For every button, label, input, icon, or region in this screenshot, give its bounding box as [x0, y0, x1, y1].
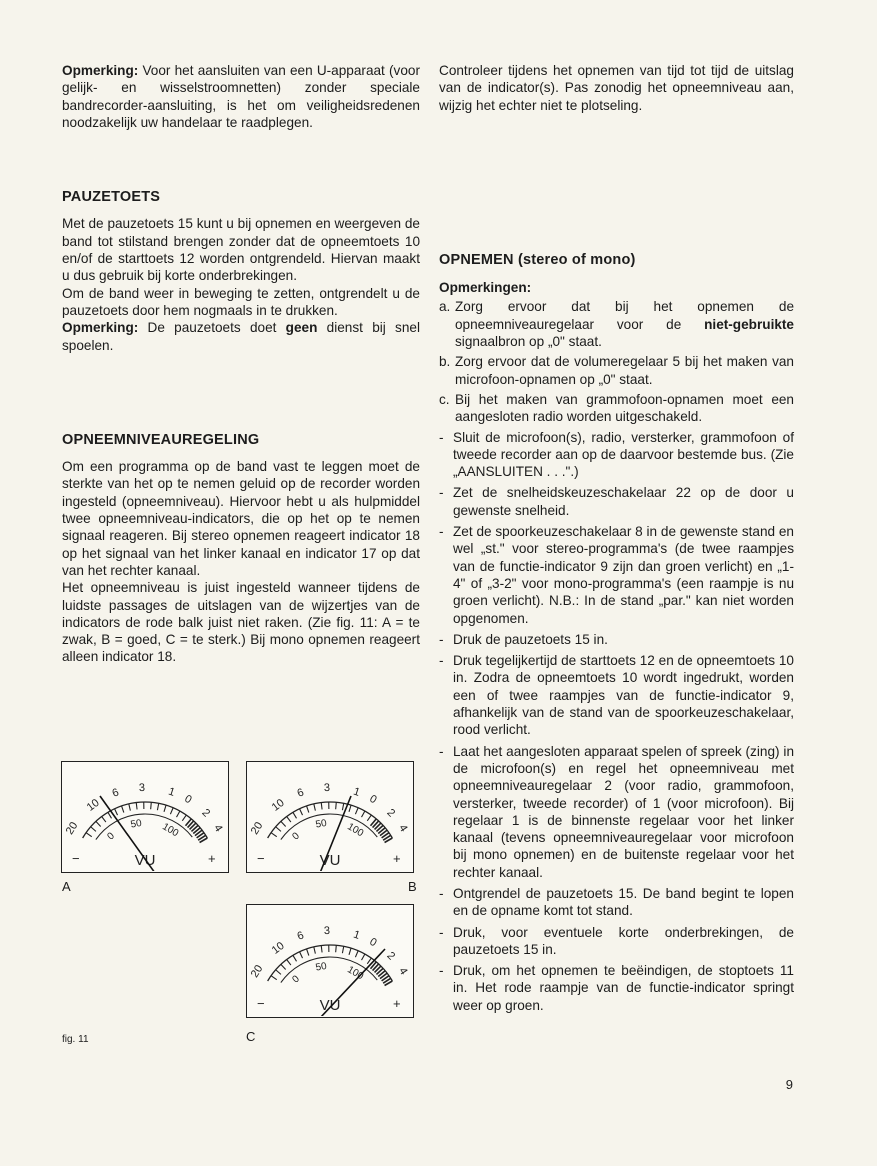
opnemen-steps	[439, 429, 794, 1015]
svg-text:20: 20	[248, 820, 266, 837]
svg-text:0: 0	[290, 830, 302, 843]
figure-label-a: A	[62, 879, 71, 894]
vu-meter-c	[246, 904, 414, 1018]
svg-text:0: 0	[367, 792, 379, 807]
step-item: - Sluit de microfoon(s), radio, versterker, grammofoon of tweede recorder aan op de daarvoor bestemde bus. (Zie „AANSLUITEN . . .".)	[439, 429, 794, 480]
svg-text:6: 6	[295, 786, 306, 800]
step-item: - Zet de spoorkeuzeschakelaar 8 in de gewenste stand en wel „st." voor stereo-programma's (de twee raampjes van de functie-indicator 9 zijn dan groen verlicht) en „1-4" of „3-2" voor mono-programma's (een raampje is nu groen verlicht). N.B.: In de stand „par." kan niet worden opgenomen.	[439, 524, 794, 626]
list-item: c. Bij het maken van grammofoon-opnamen moet een aangesloten radio worden uitgeschakeld.	[439, 391, 794, 425]
svg-text:−: −	[257, 851, 265, 866]
figure-caption: fig. 11	[62, 1034, 89, 1045]
intro-note: Opmerking: Voor het aansluiten van een U-apparaat (voor gelijk- en wisselstroomnetten) zonder speciale bandrecorder-aansluiting, is het om veiligheidsredenen noodzakelijk uw handelaar te raadplegen.	[62, 63, 420, 130]
vu-meter-b	[246, 761, 414, 873]
page-number: 9	[785, 1077, 793, 1092]
svg-text:VU: VU	[319, 852, 341, 869]
step-item: - Druk, voor eventuele korte onderbrekingen, de pauzetoets 15 in.	[439, 924, 794, 957]
pauzetoets-paragraph-1: Met de pauzetoets 15 kunt u bij opnemen en weergeven de band tot stilstand brengen zonder dat de opneemtoets 10 en/of de starttoets 12 worden ontgrendeld. Hiervan maakt u dus gebruik bij korte onderbrekingen.	[62, 216, 420, 284]
vu-meter-a	[61, 761, 229, 873]
right-intro: Controleer tijdens het opnemen van tijd tot tijd de uitslag van de indicator(s). Pas zonodig het opneemniveau aan, wijzig het echter niet te plotseling.	[439, 63, 794, 113]
svg-text:100: 100	[160, 821, 181, 840]
svg-text:−: −	[72, 851, 80, 866]
figure-label-b: B	[408, 879, 417, 894]
opmerkingen-subheading: Opmerkingen:	[439, 280, 532, 296]
svg-text:10: 10	[269, 939, 287, 957]
figure-label-c: C	[246, 1029, 256, 1044]
svg-text:2: 2	[199, 806, 213, 820]
step-item: - Druk de pauzetoets 15 in.	[439, 631, 608, 647]
pauzetoets-note: Opmerking: De pauzetoets doet geen dienst bij snel spoelen.	[62, 320, 420, 353]
svg-text:10: 10	[269, 796, 287, 814]
opnemen-heading: OPNEMEN (stereo of mono)	[439, 251, 636, 268]
opmerkingen-list	[439, 298, 794, 425]
list-item: b. Zorg ervoor dat de volumeregelaar 5 bij het maken van microfoon-opnamen op „0" staat.	[439, 354, 794, 387]
svg-text:4: 4	[396, 822, 410, 835]
svg-text:+: +	[393, 851, 401, 866]
list-item: a. Zorg ervoor dat bij het opnemen de opneemniveauregelaar voor de niet-gebruikte signaalbron op „0" staat.	[439, 299, 794, 350]
step-item: - Laat het aangesloten apparaat spelen of spreek (zing) in de microfoon(s) en regel het opneemniveau met opneemniveauregelaar 2 (voor radio, grammofoon, versterker, tweede recorder) of 1 (voor microfoon). Bij regelaar 1 is de binnenste regelaar voor het linker kanaal (tevens opneemniveauregelaar voor microfoon bij mono opnemen) en de buitenste regelaar voor het rechter kanaal.	[439, 743, 794, 880]
opneemniveauregeling-heading: OPNEEMNIVEAUREGELING	[62, 431, 260, 448]
step-item: - Druk, om het opnemen te beëindigen, de stoptoets 11 in. Het rode raampje van de functie-indicator springt weer op groen.	[439, 963, 794, 1013]
svg-text:0: 0	[182, 792, 194, 807]
step-item: - Ontgrendel de pauzetoets 15. De band begint te lopen en de opname komt tot stand.	[439, 885, 794, 919]
svg-text:+: +	[393, 996, 401, 1011]
svg-text:50: 50	[129, 817, 143, 831]
pauzetoets-heading: PAUZETOETS	[62, 189, 161, 206]
svg-text:100: 100	[345, 821, 366, 840]
svg-text:−: −	[257, 996, 265, 1011]
svg-text:1: 1	[351, 928, 362, 942]
svg-text:20: 20	[63, 820, 81, 837]
right-column	[439, 62, 794, 1018]
svg-text:3: 3	[138, 781, 146, 795]
svg-text:10: 10	[84, 796, 102, 814]
svg-text:0: 0	[105, 830, 117, 843]
svg-text:1: 1	[166, 785, 177, 799]
svg-text:+: +	[208, 851, 216, 866]
svg-text:3: 3	[323, 924, 331, 938]
svg-text:4: 4	[396, 965, 410, 978]
niveau-paragraph-2: Het opneemniveau is juist ingesteld wanneer tijdens de luidste passages de uitslagen van de wijzertjes van de indicators de rode balk juist niet raken. (Zie fig. 11: A = te zwak, B = goed, C = te sterk.) Bij mono opnemen reageert alleen indicator 18.	[62, 580, 420, 665]
svg-text:VU: VU	[319, 997, 341, 1014]
vu-meter-face	[247, 905, 413, 1016]
svg-text:100: 100	[345, 964, 366, 983]
svg-text:2: 2	[384, 806, 398, 820]
vu-meter-face	[247, 762, 413, 871]
svg-text:4: 4	[211, 822, 225, 835]
vu-meter-face	[62, 762, 228, 871]
left-column	[62, 62, 420, 666]
svg-text:0: 0	[367, 935, 379, 950]
svg-text:2: 2	[384, 949, 398, 963]
svg-text:6: 6	[295, 929, 306, 943]
step-item: - Druk tegelijkertijd de starttoets 12 en de opneemtoets 10 in. Zodra de opneemtoets 10 wordt ingedrukt, worden een of twee raampjes van de functie-indicator 9, afhankelijk van de stand van de spoorkeuzeschakelaar, rood verlicht.	[439, 653, 794, 738]
svg-text:1: 1	[351, 785, 362, 799]
niveau-paragraph-1: Om een programma op de band vast te leggen moet de sterkte van het op te nemen geluid op de recorder worden ingesteld (opneemniveau). Hiervoor hebt u als hulpmiddel twee opneemniveau-indicators, die op het op te nemen signaal reageren. Bij stereo opnemen reageert indicator 18 op het signaal van het linker kanaal en indicator 17 op dat van het rechter kanaal.	[62, 459, 420, 578]
svg-text:3: 3	[323, 781, 331, 795]
svg-text:20: 20	[248, 963, 266, 980]
svg-text:50: 50	[314, 960, 328, 974]
step-item: - Zet de snelheidskeuzeschakelaar 22 op de door u gewenste snelheid.	[439, 485, 794, 518]
svg-text:6: 6	[110, 786, 121, 800]
svg-text:50: 50	[314, 817, 328, 831]
svg-text:VU: VU	[134, 852, 156, 869]
svg-text:0: 0	[290, 973, 302, 986]
pauzetoets-paragraph-2: Om de band weer in beweging te zetten, ontgrendelt u de pauzetoets door hem nogmaals in te drukken.	[62, 285, 420, 318]
